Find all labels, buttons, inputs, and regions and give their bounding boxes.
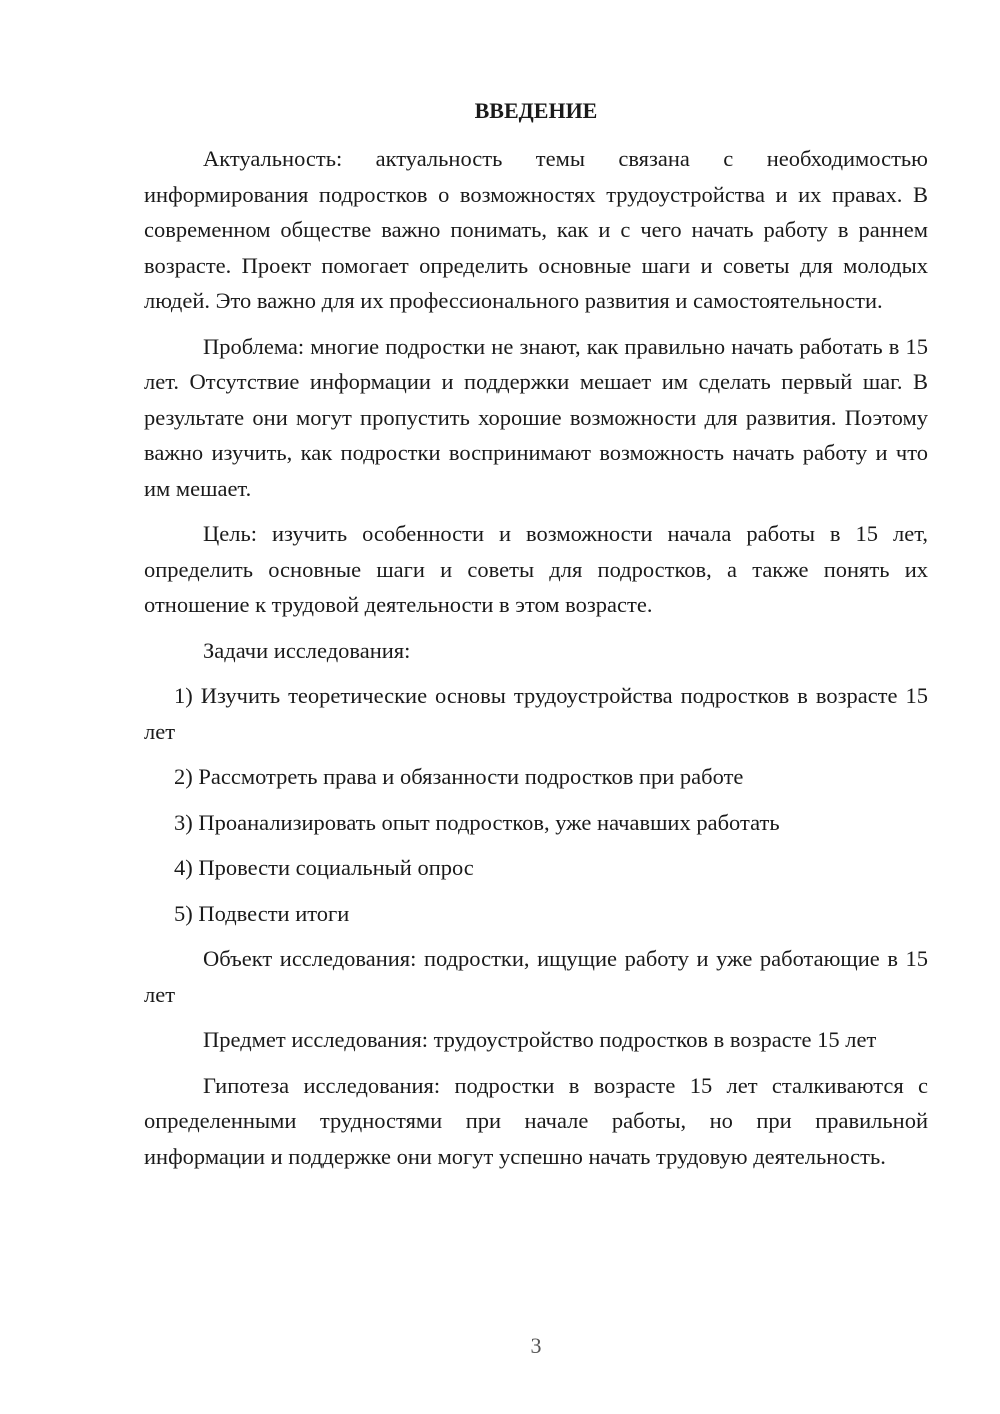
task-item-1 bbox=[144, 678, 928, 749]
document-page bbox=[144, 96, 928, 1184]
task-item-1-text: 1) Изучить теоретические основы трудоустройства подростков в возрасте 15 лет bbox=[144, 683, 928, 744]
page-number: 3 bbox=[530, 1333, 542, 1358]
problem-paragraph: Проблема: многие подростки не знают, как правильно начать работать в 15 лет. Отсутствие информации и поддержки мешает им сделать первый шаг. В результате они могут пропустить хорошие возможности для развития. Поэтому важно изучить, как подростки воспринимают возможность начать работу и что им мешает. bbox=[144, 333, 928, 501]
relevance-paragraph: Актуальность: актуальность темы связана с необходимостью информирования подростков о возможностях трудоустройства и их правах. В современном обществе важно понимать, как и с чего начать работу в раннем возрасте. Проект помогает определить основные шаги и советы для молодых людей. Это важно для их профессионального развития и самостоятельности. bbox=[144, 146, 928, 313]
goal-paragraph: Цель: изучить особенности и возможности начала работы в 15 лет, определить основные шаги и советы для подростков, а также понять их отношение к трудовой деятельности в этом возрасте. bbox=[144, 521, 928, 617]
task-item-4: 4) Провести социальный опрос bbox=[174, 855, 474, 880]
task-item-5: 5) Подвести итоги bbox=[174, 900, 350, 926]
task-item-2: 2) Рассмотреть права и обязанности подростков при работе bbox=[174, 764, 744, 789]
task-item-3: 3) Проанализировать опыт подростков, уже начавших работать bbox=[174, 809, 780, 835]
document-title: ВВЕДЕНИЕ bbox=[474, 98, 598, 123]
research-subject-paragraph: Предмет исследования: трудоустройство подростков в возрасте 15 лет bbox=[203, 1027, 877, 1052]
research-object-paragraph: Объект исследования: подростки, ищущие работу и уже работающие в 15 лет bbox=[144, 946, 928, 1007]
research-hypothesis-paragraph: Гипотеза исследования: подростки в возрасте 15 лет сталкиваются с определенными трудностями при начале работы, но при правильной информации и поддержке они могут успешно начать трудовую деятельность. bbox=[144, 1072, 928, 1169]
tasks-heading: Задачи исследования: bbox=[203, 637, 411, 663]
